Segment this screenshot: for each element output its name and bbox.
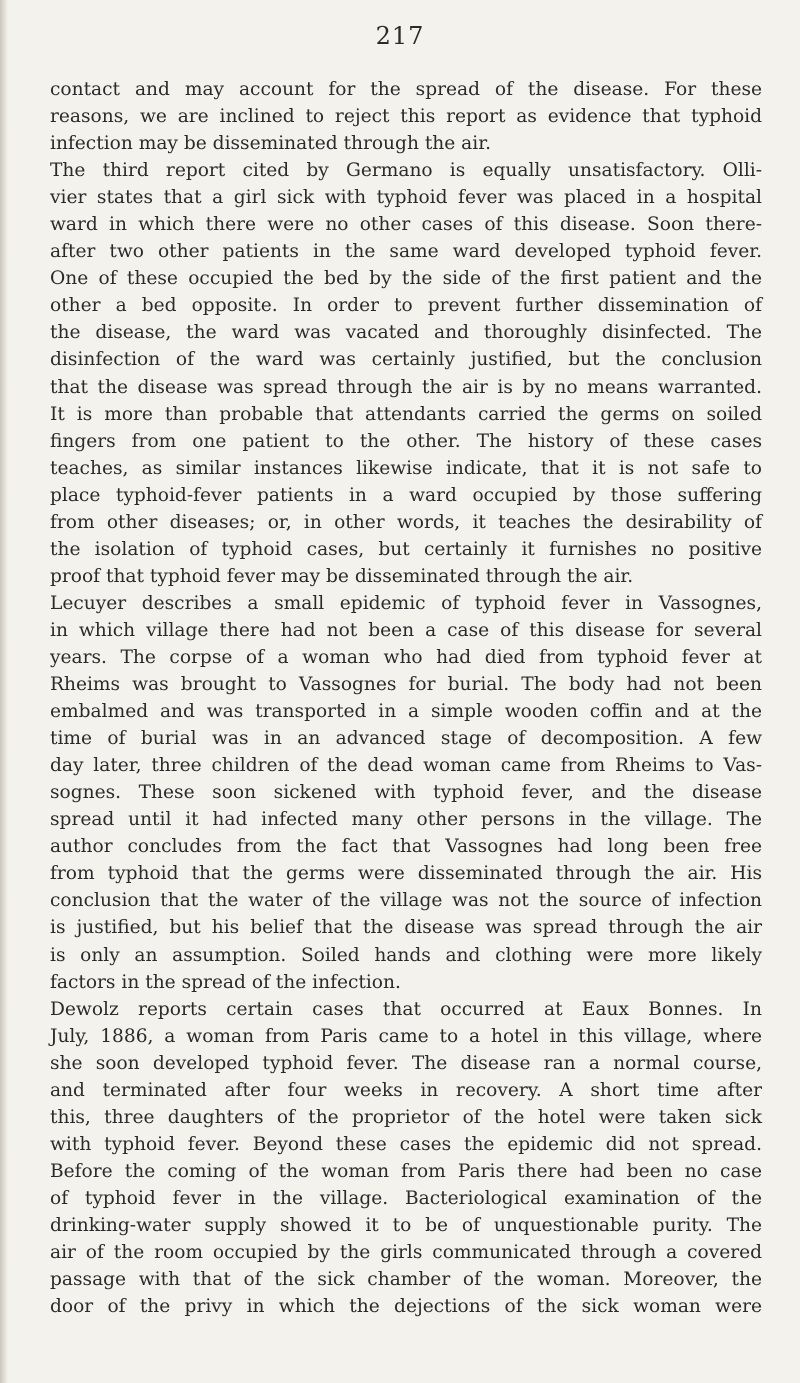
text-line: sognes. These soon sickened with typhoid fever, and the disease [50,782,762,804]
text-line: conclusion that the water of the village was not the source of infection [50,890,762,912]
text-line: reasons, we are inclined to reject this report as evidence that typhoid [50,106,762,128]
text-line: and terminated after four weeks in recovery. A short time after [50,1079,762,1101]
text-line: door of the privy in which the dejections of the sick woman were [50,1296,762,1318]
text-line: the isolation of typhoid cases, but certainly it furnishes no positive [50,538,762,560]
text-line: from typhoid that the germs were disseminated through the air. His [50,863,762,885]
text-line: disinfection of the ward was certainly justified, but the conclusion [50,349,762,371]
text-line: she soon developed typhoid fever. The disease ran a normal course, [50,1052,762,1074]
text-line: proof that typhoid fever may be disseminated through the air. [50,565,634,587]
text-line: contact and may account for the spread of the disease. For these [50,79,762,100]
text-line: passage with that of the sick chamber of the woman. Moreover, the [50,1269,762,1291]
text-line: other a bed opposite. In order to prevent further dissemination of [50,295,762,317]
text-line: Rheims was brought to Vassognes for burial. The body had not been [50,674,762,696]
text-line: vier states that a girl sick with typhoid fever was placed in a hospital [50,187,762,209]
text-line: ward in which there were no other cases of this disease. Soon there- [50,214,762,236]
text-line: teaches, as similar instances likewise indicate, that it is not safe to [50,457,762,479]
text-line: from other diseases; or, in other words, it teaches the desirability of [50,511,762,533]
page-edge-shadow [0,0,8,1383]
text-line: in which village there had not been a case of this disease for several [50,619,762,641]
text-line: embalmed and was transported in a simple wooden coffin and at the [50,701,762,723]
text-line: The third report cited by Germano is equally unsatisfactory. Olli- [50,160,762,182]
body-text [50,76,762,1320]
text-line: of typhoid fever in the village. Bacteriological examination of the [50,1187,762,1209]
text-line: day later, three children of the dead woman came from Rheims to Vas- [50,755,762,777]
text-line: Lecuyer describes a small epidemic of typhoid fever in Vassognes, [50,592,762,614]
text-line: One of these occupied the bed by the side of the first patient and the [50,268,762,290]
text-line: time of burial was in an advanced stage of decomposition. A few [50,728,762,750]
text-line: place typhoid-fever patients in a ward occupied by those suffering [50,484,762,506]
text-line: drinking-water supply showed it to be of unquestionable purity. The [50,1214,762,1236]
text-line: fingers from one patient to the other. The history of these cases [50,430,762,452]
page-number: 217 [375,22,425,50]
text-line: It is more than probable that attendants carried the germs on soiled [50,403,762,425]
text-line: is only an assumption. Soiled hands and clothing were more likely [50,944,762,966]
text-line: that the disease was spread through the air is by no means warranted. [50,376,762,398]
text-line: this, three daughters of the proprietor of the hotel were taken sick [50,1106,762,1128]
text-line: July, 1886, a woman from Paris came to a hotel in this village, where [50,1025,762,1047]
text-line: the disease, the ward was vacated and thoroughly disinfected. The [50,322,762,344]
text-line: after two other patients in the same ward developed typhoid fever. [50,241,762,263]
text-line: author concludes from the fact that Vassognes had long been free [50,836,762,858]
text-line: with typhoid fever. Beyond these cases the epidemic did not spread. [50,1133,762,1155]
text-line: air of the room occupied by the girls communicated through a covered [50,1242,762,1264]
text-line: infection may be disseminated through the air. [50,133,491,155]
text-line: spread until it had infected many other persons in the village. The [50,809,762,831]
text-line: is justified, but his belief that the disease was spread through the air [50,917,762,939]
text-line: Dewolz reports certain cases that occurred at Eaux Bonnes. In [50,998,762,1020]
text-line: factors in the spread of the infection. [50,971,401,993]
text-line: Before the coming of the woman from Paris there had been no case [50,1160,762,1182]
text-line: years. The corpse of a woman who had died from typhoid fever at [50,646,762,668]
